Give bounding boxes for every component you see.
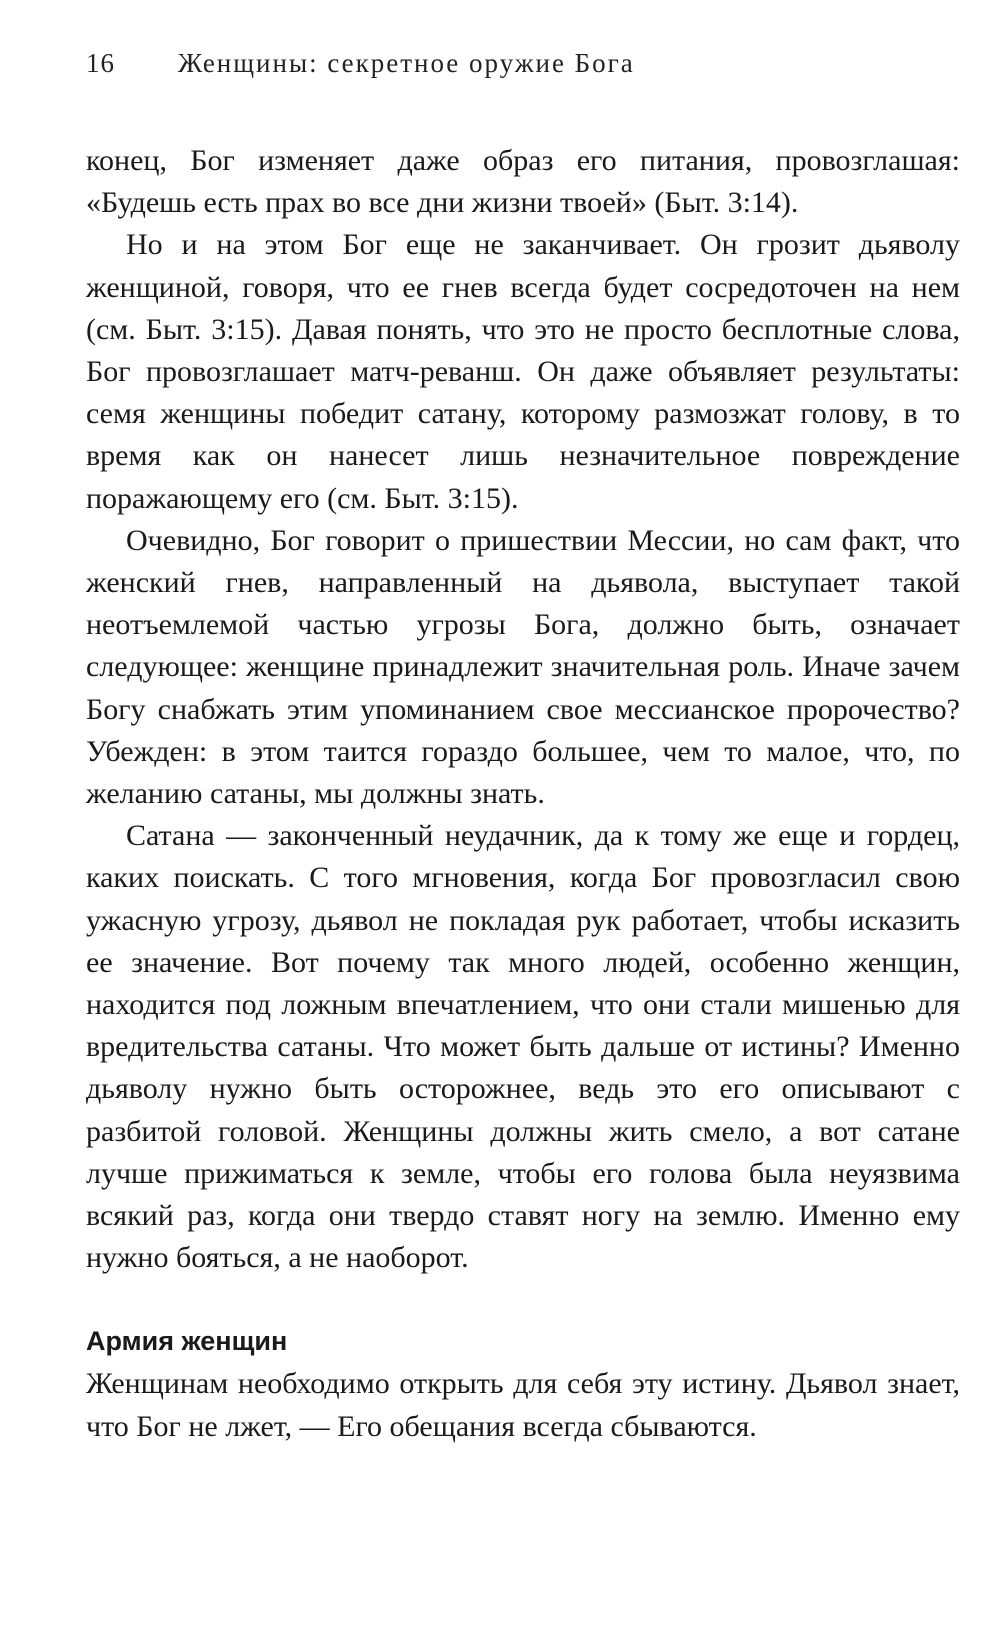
paragraph: Сатана — законченный неудачник, да к тому же еще и гордец, каких поискать. С того мгновения, когда Бог провозгласил свою ужасную угрозу, дьявол не покладая рук работает, чтобы исказить ее значение. Вот почему так много людей, особенно женщин, находится под ложным впечатлением, что они стали мишенью для вредительства сатаны. Что может быть дальше от истины? Именно дьяволу нужно быть осторожнее, ведь это его описывают с разбитой головой. Женщины должны жить смело, а вот сатане лучше прижиматься к земле, чтобы его голова была неуязвима всякий раз, когда они твердо ставят ногу на землю. Именно ему нужно бояться, а не наоборот. bbox=[86, 819, 960, 1275]
running-header bbox=[86, 48, 960, 102]
body-text bbox=[86, 140, 960, 1279]
section-heading: Армия женщин bbox=[86, 1326, 288, 1357]
section-body bbox=[86, 1363, 960, 1447]
page-number: 16 bbox=[86, 48, 115, 78]
paragraph: Но и на этом Бог еще не заканчивает. Он грозит дьяволу женщиной, говоря, что ее гнев всегда будет сосредоточен на нем (см. Быт. 3:15). Давая понять, что это не просто бесплотные слова, Бог провозглашает матч-реванш. Он даже объявляет результаты: семя женщины победит сатану, которому размозжат голову, в то время как он нанесет лишь незначительное повреждение поражающему его (см. Быт. 3:15). bbox=[86, 228, 960, 515]
paragraph-continued: конец, Бог изменяет даже образ его питания, провозглашая: «Будешь есть прах во все дни жизни твоей» (Быт. 3:14). bbox=[86, 144, 960, 220]
running-title: Женщины: секретное оружие Бога bbox=[178, 48, 635, 78]
section-paragraph: Женщинам необходимо открыть для себя эту истину. Дьявол знает, что Бог не лжет, — Его обещания всегда сбываются. bbox=[86, 1367, 960, 1443]
paragraph: Очевидно, Бог говорит о пришествии Мессии, но сам факт, что женский гнев, направленный на дьявола, выступает такой неотъемлемой частью угрозы Бога, должно быть, означает следующее: женщине принадлежит значительная роль. Иначе зачем Богу снабжать этим упоминанием свое мессианское пророчество? Убежден: в этом таится гораздо большее, чем то малое, что, по желанию сатаны, мы должны знать. bbox=[86, 523, 960, 811]
book-page bbox=[86, 48, 960, 1448]
